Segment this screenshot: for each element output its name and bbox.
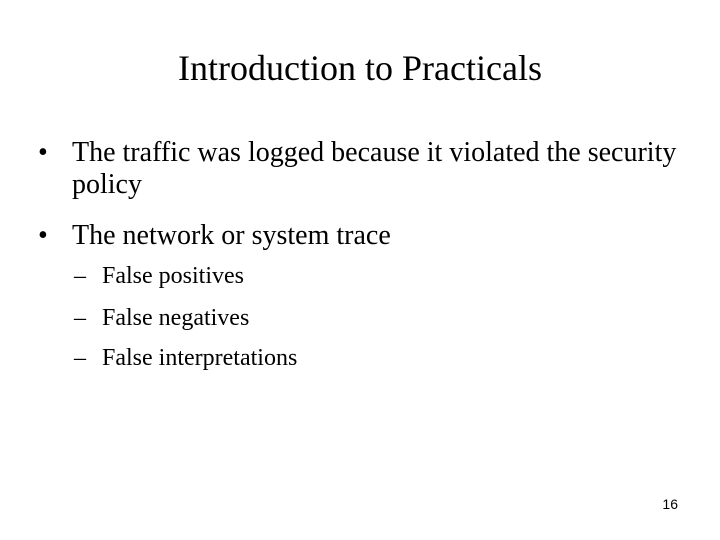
- sub-bullet-item: [74, 343, 674, 373]
- sub-bullet-text: False negatives: [102, 305, 250, 331]
- bullet-item: [38, 137, 678, 201]
- bullet-text: The traffic was logged because it violated the security policy: [72, 137, 677, 200]
- bullet-item: [38, 220, 678, 252]
- sub-bullet-marker: –: [74, 263, 86, 289]
- bullet-marker: •: [38, 220, 48, 251]
- slide-title: Introduction to Practicals: [178, 48, 542, 88]
- bullet-marker: •: [38, 137, 48, 168]
- page-number: 16: [662, 496, 678, 512]
- sub-bullet-marker: –: [74, 305, 86, 331]
- sub-bullet-text: False interpretations: [102, 345, 298, 371]
- sub-bullet-item: [74, 261, 674, 291]
- sub-bullet-item: [74, 303, 674, 333]
- bullet-text: The network or system trace: [72, 220, 391, 251]
- sub-bullet-marker: –: [74, 345, 86, 371]
- sub-bullet-text: False positives: [102, 263, 244, 289]
